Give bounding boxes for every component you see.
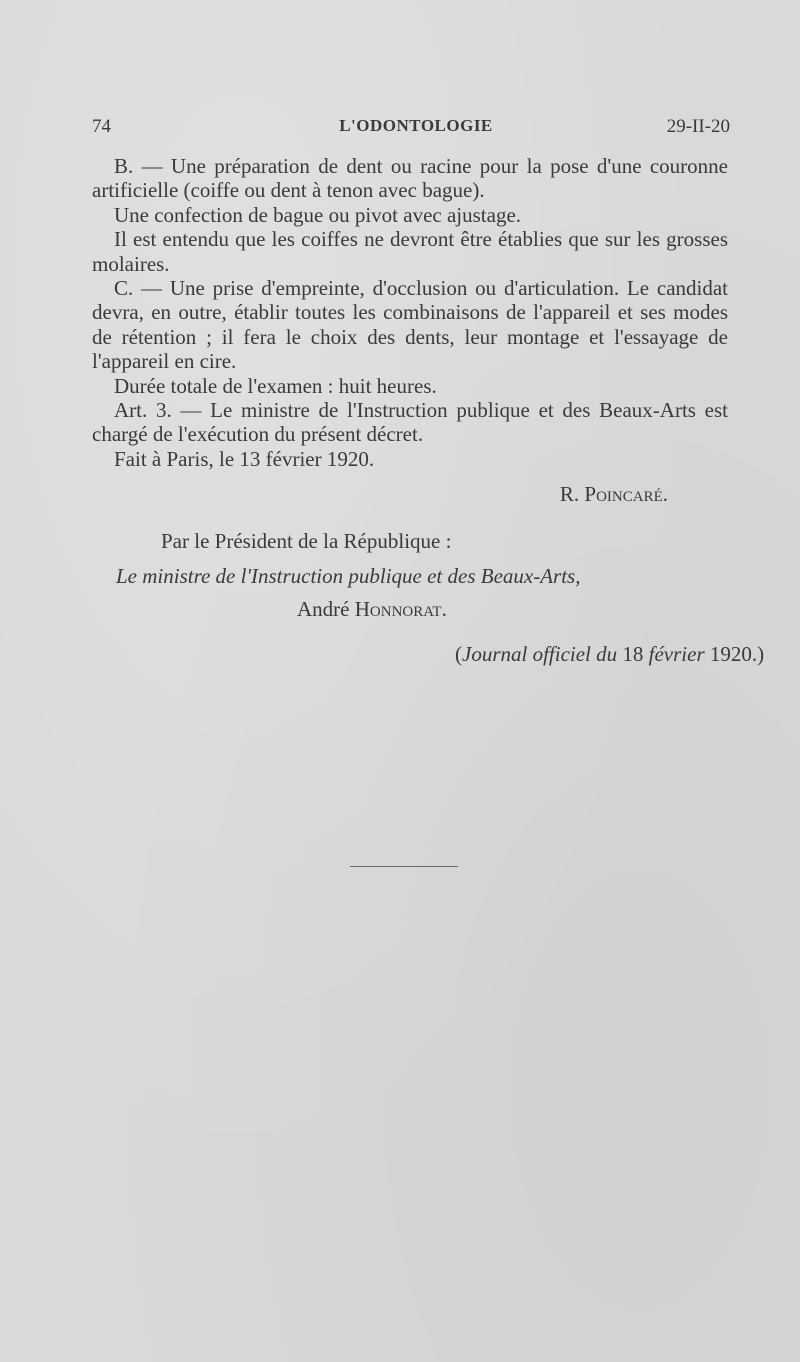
signature-initial: R. xyxy=(559,482,580,506)
minister-first-name: André xyxy=(297,597,350,621)
section-divider-rule xyxy=(350,866,458,867)
paragraph-bague: Une confection de bague ou pivot avec ajustage. xyxy=(114,202,522,227)
journal-month: février xyxy=(648,642,705,666)
minister-last-name: Honnorat. xyxy=(354,597,447,621)
decree-body xyxy=(92,154,728,471)
paragraph-b: B. — Une préparation de dent ou racine pour la pose d'une couronne artificielle (coiffe ou dent à tenon avec bague). xyxy=(92,154,728,203)
issue-date: 29-II-20 xyxy=(666,116,730,137)
signature-poincare xyxy=(560,482,668,507)
paragraph-c: C. — Une prise d'empreinte, d'occlusion ou d'articulation. Le candidat devra, en outre, établir toutes les combinaisons de l'appareil et ses modes de rétention ; il fera le choix des dents, leur montage et l'essayage de l'appareil en cire. xyxy=(92,276,728,374)
journal-year: 1920.) xyxy=(704,642,765,666)
paragraph-duree: Durée totale de l'examen : huit heures. xyxy=(114,373,437,398)
minister-title: Le ministre de l'Instruction publique et des Beaux-Arts, xyxy=(116,564,581,588)
running-title: L'ODONTOLOGIE xyxy=(339,116,493,135)
journal-citation xyxy=(455,642,764,667)
page-number: 74 xyxy=(92,116,111,137)
minister-signature xyxy=(297,597,447,622)
paragraph-fait: Fait à Paris, le 13 février 1920. xyxy=(114,446,375,471)
president-line: Par le Président de la République : xyxy=(161,529,452,553)
signature-name: Poincaré. xyxy=(584,482,668,506)
paragraph-coiffes: Il est entendu que les coiffes ne devront être établies que sur les grosses molaires. xyxy=(92,227,728,276)
journal-day: 18 xyxy=(617,642,649,666)
journal-title: Journal officiel du xyxy=(462,642,618,666)
paragraph-art-3: Art. 3. — Le ministre de l'Instruction publique et des Beaux-Arts est chargé de l'exécution du présent décret. xyxy=(92,398,728,447)
journal-open-paren: ( xyxy=(455,642,462,666)
page-header xyxy=(92,116,730,146)
